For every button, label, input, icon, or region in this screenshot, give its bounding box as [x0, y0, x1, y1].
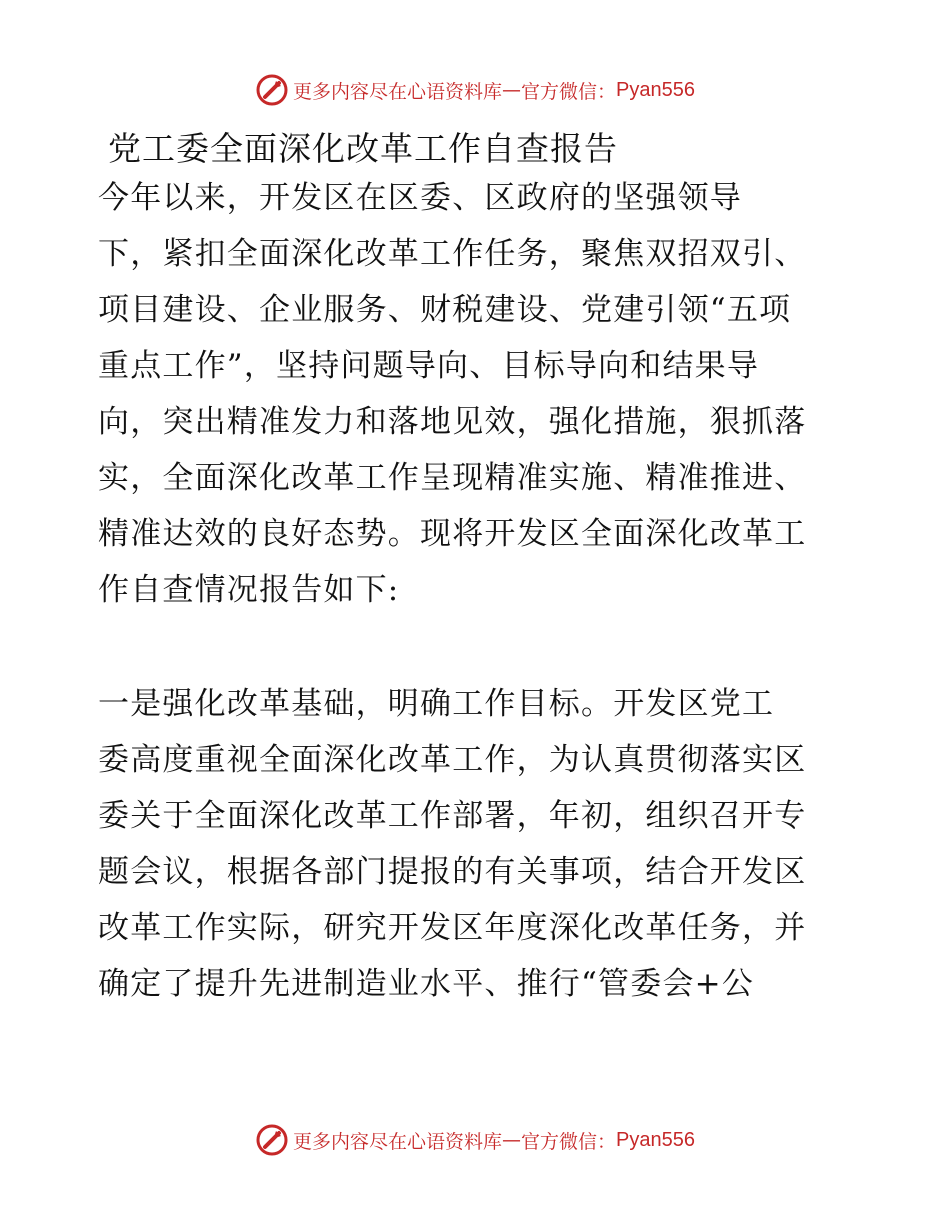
brand-logo-icon: [255, 1123, 289, 1157]
header-watermark: [0, 70, 950, 110]
paragraph-line: 重点工作”，坚持问题导向、目标导向和结果导: [98, 348, 760, 384]
paragraph-line: 实，全面深化改革工作呈现精准实施、精准推进、: [98, 460, 807, 496]
paragraph-line: 委关于全面深化改革工作部署，年初，组织召开专: [98, 798, 807, 834]
paragraph-line: 一是强化改革基础，明确工作目标。开发区党工: [98, 686, 775, 722]
paragraph-line: 下，紧扣全面深化改革工作任务，聚焦双招双引、: [98, 236, 807, 272]
paragraph-line: 作自查情况报告如下:: [98, 572, 400, 608]
watermark-dash: —: [502, 1129, 522, 1151]
footer-watermark: [0, 1120, 950, 1160]
paragraph-line: 精准达效的良好态势。现将开发区全面深化改革工: [98, 516, 807, 552]
paragraph-2: [98, 676, 858, 1012]
watermark-wechat-label: 官方微信：: [521, 80, 617, 103]
paragraph-line: 今年以来，开发区在区委、区政府的坚强领导: [98, 180, 742, 216]
watermark-wechat-id: Pyan556: [616, 1128, 695, 1151]
watermark-wechat-label: 官方微信：: [521, 1130, 617, 1153]
paragraph-line: 确定了提升先进制造业水平、推行“管委会+公: [98, 966, 755, 1002]
watermark-dash: —: [502, 79, 522, 101]
paragraph-line: 项目建设、企业服务、财税建设、党建引领“五项: [98, 292, 792, 328]
paragraph-line: 题会议，根据各部门提报的有关事项，结合开发区: [98, 854, 807, 890]
document-title: 党工委全面深化改革工作自查报告: [108, 129, 618, 168]
watermark-text: 更多内容尽在心语资料库: [293, 1130, 503, 1153]
paragraph-line: 改革工作实际，研究开发区年度深化改革任务，并: [98, 910, 807, 946]
paragraph-line: 委高度重视全面深化改革工作，为认真贯彻落实区: [98, 742, 807, 778]
watermark-text: 更多内容尽在心语资料库: [293, 80, 503, 103]
paragraph-line: 向，突出精准发力和落地见效，强化措施，狠抓落: [98, 404, 807, 440]
brand-logo-icon: [255, 73, 289, 107]
watermark-wechat-id: Pyan556: [616, 78, 695, 101]
paragraph-1: [98, 170, 858, 618]
